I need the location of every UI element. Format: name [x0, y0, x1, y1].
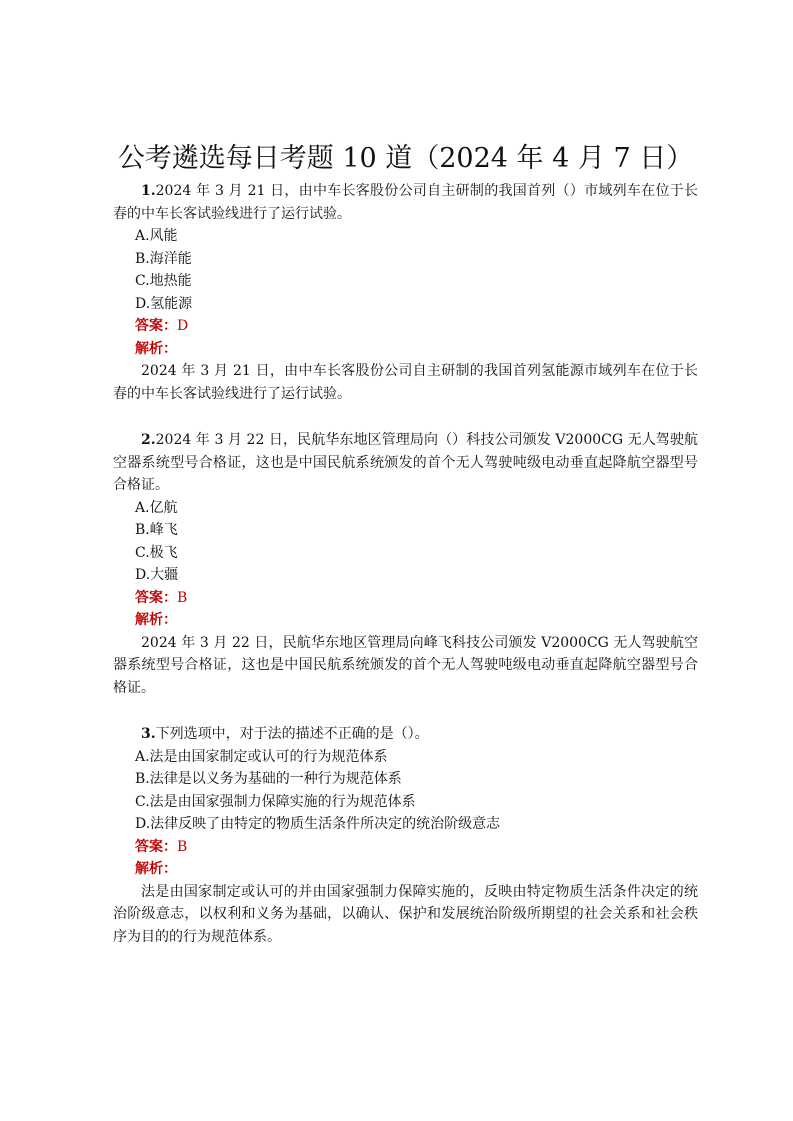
question-3: [113, 723, 698, 948]
explanation-text: 法是由国家制定或认可的并由国家强制力保障实施的，反映由特定物质生活条件决定的统治阶级意志，以权利和义务为基础，以确认、保护和发展统治阶级所期望的社会关系和社会秩序为目的的行为规范体系。: [113, 883, 698, 945]
question-text: 2024 年 3 月 22 日，民航华东地区管理局向（）科技公司颁发 V2000CG 无人驾驶航空器系统型号合格证，这也是中国民航系统颁发的首个无人驾驶吨级电动垂直起降航空器型号合格证。: [113, 432, 698, 493]
answer-line: [113, 836, 698, 859]
question-number: 3.: [141, 726, 156, 742]
answer-label: 答案：: [135, 318, 177, 334]
option-b: B.法律是以义务为基础的一种行为规范体系: [135, 771, 402, 787]
answer-line: [113, 587, 698, 610]
answer-value: B: [177, 838, 188, 855]
question-stem: [113, 723, 698, 746]
answer-label: 答案：: [135, 589, 177, 606]
answer-value: B: [177, 589, 188, 606]
explanation-label: 解析：: [135, 340, 177, 357]
option-a: A.法是由国家制定或认可的行为规范体系: [135, 748, 388, 765]
option-a: A.风能: [135, 228, 178, 244]
option-b: B.峰飞: [135, 522, 178, 538]
option-d: D.氢能源: [135, 295, 193, 312]
document-page: [113, 142, 698, 948]
answer-label: 答案：: [135, 838, 177, 855]
option-d: D.大疆: [135, 567, 179, 583]
question-1: [113, 180, 698, 405]
explanation-text: 2024 年 3 月 22 日，民航华东地区管理局向峰飞科技公司颁发 V2000CG 无人驾驶航空器系统型号合格证，这也是中国民航系统颁发的首个无人驾驶吨级电动垂直起降航空器型号合格证。: [113, 634, 698, 696]
question-number: 2.: [141, 432, 156, 448]
explanation-text: 2024 年 3 月 21 日，由中车长客股份公司自主研制的我国首列氢能源市域列车在位于长春的中车长客试验线进行了运行试验。: [113, 363, 698, 402]
explanation-label: 解析：: [135, 861, 177, 877]
option-a: A.亿航: [135, 499, 178, 516]
option-d: D.法律反映了由特定的物质生活条件所决定的统治阶级意志: [135, 816, 501, 832]
question-2: [113, 429, 698, 699]
option-b: B.海洋能: [135, 250, 192, 267]
question-stem: [113, 429, 698, 497]
answer-line: [113, 315, 698, 338]
question-stem: [113, 180, 698, 225]
option-c: C.法是由国家强制力保障实施的行为规范体系: [135, 793, 416, 810]
explanation-label: 解析：: [135, 612, 177, 628]
question-text: 2024 年 3 月 21 日，由中车长客股份公司自主研制的我国首列（）市域列车在位于长春的中车长客试验线进行了运行试验。: [113, 183, 698, 222]
document-title: 公考遴选每日考题 10 道（2024 年 4 月 7 日）: [117, 143, 694, 174]
question-text: 下列选项中，对于法的描述不正确的是（）。: [155, 726, 429, 742]
answer-value: D: [177, 318, 189, 334]
option-c: C.地热能: [135, 273, 192, 289]
question-number: 1.: [141, 183, 156, 199]
option-c: C.极飞: [135, 544, 178, 561]
